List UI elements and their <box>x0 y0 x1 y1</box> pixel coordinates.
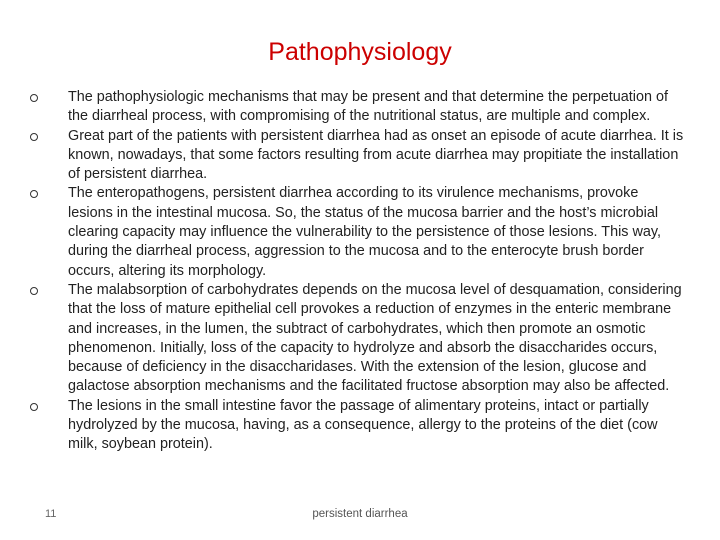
page-number: 11 <box>45 508 57 520</box>
bullet-text: The pathophysiologic mechanisms that may be present and that determine the perpetuation of the diarrheal process, with compromising of the nutritional status, are multiple and complex. <box>68 89 668 125</box>
footer-text: persistent diarrhea <box>312 508 408 520</box>
bullet-list <box>30 88 686 455</box>
bullet-text: The lesions in the small intestine favor the passage of alimentary proteins, intact or partially hydrolyzed by the mucosa, having, as a consequence, allergy to the proteins of the diet (cow milk, soybean protein). <box>68 397 658 453</box>
bullet-item <box>30 184 686 280</box>
hollow-circle-bullet-icon <box>30 287 38 295</box>
bullet-text: Great part of the patients with persistent diarrhea had as onset an episode of acute diarrhea. It is known, nowadays, that some factors resulting from acute diarrhea may propitiate the installation of persistent diarrhea. <box>68 127 684 183</box>
bullet-item <box>30 397 686 455</box>
slide-title: Pathophysiology <box>268 38 452 66</box>
hollow-circle-bullet-icon <box>30 403 38 411</box>
hollow-circle-bullet-icon <box>30 94 38 102</box>
bullet-item <box>30 127 686 185</box>
bullet-text: The enteropathogens, persistent diarrhea according to its virulence mechanisms, provoke lesions in the intestinal mucosa. So, the status of the mucosa barrier and the host’s microbial clearing capacity may influence the vulnerability to the persistence of those lesions. This way, during the diarrheal process, aggression to the mucosa and to the enterocyte brush border occurs, altering its morphology. <box>68 185 661 279</box>
hollow-circle-bullet-icon <box>30 190 38 198</box>
bullet-text: The malabsorption of carbohydrates depends on the mucosa level of desquamation, considering that the loss of mature epithelial cell provokes a reduction of enzymes in the enteric membrane and increases, in the lumen, the subtract of carbohydrates, which then promote an osmotic phenomenon. Initially, loss of the capacity to hydrolyze and absorb the disaccharides occurs, because of deficiency in the disaccharidases. With the extension of the lesion, glucose and galactose absorption mechanisms and the facilitated fructose absorption may also be affected. <box>68 281 682 395</box>
bullet-item <box>30 281 686 397</box>
hollow-circle-bullet-icon <box>30 133 38 141</box>
bullet-item <box>30 88 686 127</box>
